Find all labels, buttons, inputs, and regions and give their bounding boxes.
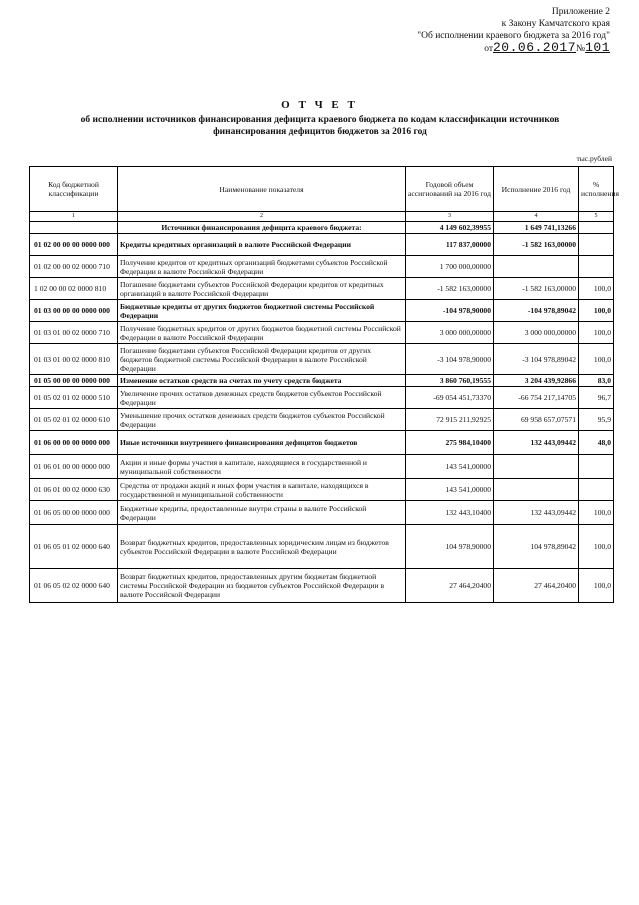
row-pct <box>579 256 614 278</box>
table-row <box>30 344 614 375</box>
row-pct: 83,0 <box>579 375 614 387</box>
row-exec: -1 582 163,00000 <box>494 234 579 256</box>
table-row <box>30 501 614 525</box>
header-code: Код бюджетной классификации <box>30 167 118 212</box>
row-code: 01 06 05 02 02 0000 640 <box>30 569 118 603</box>
appendix-date: 20.06.2017 <box>493 40 577 55</box>
row-name: Погашение бюджетами субъектов Российской Федерации кредитов от кредитных организаций в валюте Российской Федерации <box>118 278 406 300</box>
appendix-from-label: от <box>484 44 493 54</box>
row-name: Получение бюджетных кредитов от других бюджетов бюджетной системы Российской Федерации в валюте Российской Федерации <box>118 322 406 344</box>
row-exec: -3 104 978,89042 <box>494 344 579 375</box>
report-table <box>29 166 620 603</box>
row-plan: 3 860 760,19555 <box>406 375 494 387</box>
table-header-row <box>30 167 614 212</box>
row-pct: 95,9 <box>579 409 614 431</box>
row-code: 01 03 00 00 00 0000 000 <box>30 300 118 322</box>
row-code: 01 06 01 00 00 0000 000 <box>30 455 118 479</box>
row-code: 01 06 01 00 02 0000 630 <box>30 479 118 501</box>
row-pct: 100,0 <box>579 569 614 603</box>
row-pct <box>579 479 614 501</box>
row-code: 01 05 00 00 00 0000 000 <box>30 375 118 387</box>
row-code: 01 05 02 01 02 0000 610 <box>30 409 118 431</box>
total-name: Источники финансирования дефицита краевого бюджета: <box>118 222 406 234</box>
row-pct: 96,7 <box>579 387 614 409</box>
row-pct <box>579 234 614 256</box>
report-subtitle: об исполнении источников финансирования дефицита краевого бюджета по кодам классификации источников финансирования дефицитов бюджетов за 2016 год <box>80 115 560 137</box>
row-code: 01 03 01 00 02 0000 810 <box>30 344 118 375</box>
total-pct <box>579 222 614 234</box>
row-code: 01 06 05 00 00 0000 000 <box>30 501 118 525</box>
column-index: 2 <box>118 212 406 222</box>
table-row <box>30 300 614 322</box>
row-code: 01 02 00 00 02 0000 710 <box>30 256 118 278</box>
row-exec: -66 754 217,14705 <box>494 387 579 409</box>
row-name: Получение кредитов от кредитных организаций бюджетами субъектов Российской Федерации в валюте Российской Федерации <box>118 256 406 278</box>
report-title: О Т Ч Е Т <box>281 99 358 111</box>
total-code <box>30 222 118 234</box>
row-exec: -1 582 163,00000 <box>494 278 579 300</box>
row-exec: 132 443,09442 <box>494 501 579 525</box>
row-pct: 100,0 <box>579 300 614 322</box>
row-plan: 143 541,00000 <box>406 479 494 501</box>
row-name: Увеличение прочих остатков денежных средств бюджетов субъектов Российской Федерации <box>118 387 406 409</box>
row-name: Акции и иные формы участия в капитале, находящиеся в государственной и муниципальной собственности <box>118 455 406 479</box>
total-exec: 1 649 741,13266 <box>494 222 579 234</box>
row-name: Иные источники внутреннего финансирования дефицитов бюджетов <box>118 431 406 455</box>
row-code: 01 02 00 00 00 0000 000 <box>30 234 118 256</box>
row-exec <box>494 479 579 501</box>
row-exec: 104 978,89042 <box>494 525 579 569</box>
row-plan: -104 978,90000 <box>406 300 494 322</box>
total-plan: 4 149 602,39955 <box>406 222 494 234</box>
row-name: Возврат бюджетных кредитов, предоставленных другим бюджетам бюджетной системы Российской Федерации из бюджетов субъектов Российской Федерации в валюте Российской Федерации <box>118 569 406 603</box>
row-name: Погашение бюджетами субъектов Российской Федерации кредитов от других бюджетов бюджетной системы Российской Федерации в валюте Российской Федерации <box>118 344 406 375</box>
table-row <box>30 387 614 409</box>
table-row <box>30 525 614 569</box>
table-row <box>30 234 614 256</box>
table-row <box>30 479 614 501</box>
row-plan: 72 915 211,92925 <box>406 409 494 431</box>
row-plan: 3 000 000,00000 <box>406 322 494 344</box>
table-row <box>30 375 614 387</box>
appendix-date-line <box>417 42 610 55</box>
row-plan: 104 978,90000 <box>406 525 494 569</box>
row-plan: 143 541,00000 <box>406 455 494 479</box>
row-pct <box>579 455 614 479</box>
row-pct: 100,0 <box>579 344 614 375</box>
header-exec: Исполнение 2016 год <box>494 167 579 212</box>
appendix-header <box>417 6 610 55</box>
row-pct: 100,0 <box>579 278 614 300</box>
column-index: 4 <box>494 212 579 222</box>
row-name: Средства от продажи акций и иных форм участия в капитале, находящихся в государственной и муниципальной собственности <box>118 479 406 501</box>
units-label: тыс.рублей <box>576 154 612 163</box>
row-plan: 117 837,00000 <box>406 234 494 256</box>
row-code: 01 06 05 01 02 0000 640 <box>30 525 118 569</box>
row-exec: 3 204 439,92866 <box>494 375 579 387</box>
header-name: Наименование показателя <box>118 167 406 212</box>
row-name: Возврат бюджетных кредитов, предоставленных юридическим лицам из бюджетов субъектов Российской Федерации в валюте Российской Федерации <box>118 525 406 569</box>
row-code: 01 03 01 00 02 0000 710 <box>30 322 118 344</box>
table-row <box>30 256 614 278</box>
row-plan: 1 700 000,00000 <box>406 256 494 278</box>
appendix-line-1: Приложение 2 <box>551 7 610 17</box>
row-plan: 132 443,10400 <box>406 501 494 525</box>
row-exec: 27 464,20400 <box>494 569 579 603</box>
table-row <box>30 409 614 431</box>
row-pct: 100,0 <box>579 525 614 569</box>
row-exec: 132 443,09442 <box>494 431 579 455</box>
row-code: 1 02 00 00 02 0000 810 <box>30 278 118 300</box>
row-pct: 100,0 <box>579 501 614 525</box>
row-exec: 69 958 657,07571 <box>494 409 579 431</box>
row-plan: -69 054 451,73370 <box>406 387 494 409</box>
row-name: Изменение остатков средств на счетах по учету средств бюджета <box>118 375 406 387</box>
row-name: Бюджетные кредиты, предоставленные внутри страны в валюте Российской Федерации <box>118 501 406 525</box>
column-index: 5 <box>579 212 614 222</box>
appendix-line-2: к Закону Камчатского края <box>501 19 610 29</box>
row-exec <box>494 455 579 479</box>
header-pct: % исполнения <box>579 167 614 212</box>
row-exec: 3 000 000,00000 <box>494 322 579 344</box>
table-row <box>30 278 614 300</box>
row-plan: 27 464,20400 <box>406 569 494 603</box>
row-code: 01 06 00 00 00 0000 000 <box>30 431 118 455</box>
column-index-row <box>30 212 614 222</box>
row-plan: -1 582 163,00000 <box>406 278 494 300</box>
column-index: 1 <box>30 212 118 222</box>
row-exec <box>494 256 579 278</box>
appendix-number: 101 <box>585 40 610 55</box>
row-pct: 48,0 <box>579 431 614 455</box>
header-plan: Годовой объем ассигнований на 2016 год <box>406 167 494 212</box>
table-row <box>30 431 614 455</box>
table-row <box>30 569 614 603</box>
table-row <box>30 455 614 479</box>
appendix-line-3: "Об исполнении краевого бюджета за 2016 год" <box>417 31 610 41</box>
row-code: 01 05 02 01 02 0000 510 <box>30 387 118 409</box>
row-name: Бюджетные кредиты от других бюджетов бюджетной системы Российской Федерации <box>118 300 406 322</box>
column-index: 3 <box>406 212 494 222</box>
row-exec: -104 978,89042 <box>494 300 579 322</box>
appendix-no-label: № <box>576 44 586 54</box>
total-row <box>30 222 614 234</box>
row-pct: 100,0 <box>579 322 614 344</box>
table-row <box>30 322 614 344</box>
row-name: Кредиты кредитных организаций в валюте Российской Федерации <box>118 234 406 256</box>
row-name: Уменьшение прочих остатков денежных средств бюджетов субъектов Российской Федерации <box>118 409 406 431</box>
row-plan: 275 984,10400 <box>406 431 494 455</box>
row-plan: -3 104 978,90000 <box>406 344 494 375</box>
